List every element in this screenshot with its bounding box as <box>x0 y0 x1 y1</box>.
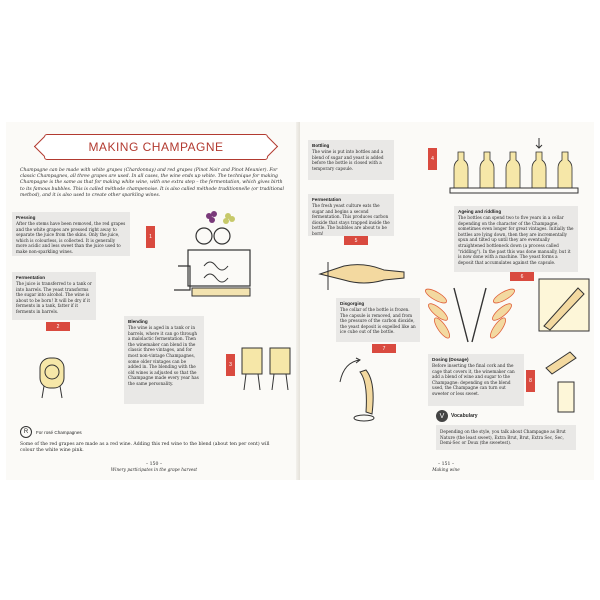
step-disgorging-tag: 7 <box>372 344 396 353</box>
step-fermentation-2-tag: 5 <box>344 236 368 245</box>
riddling-rack-illustration <box>418 282 522 346</box>
step-blending-title: Blending <box>128 319 148 324</box>
page-title: MAKING CHAMPAGNE <box>88 140 224 154</box>
vocabulary-label: Vocabulary <box>451 413 478 419</box>
step-bottling-tag: 4 <box>428 148 437 170</box>
page-number-right: – 151 – <box>437 462 455 467</box>
deposit-detail-illustration <box>538 278 590 332</box>
step-disgorging <box>336 298 420 342</box>
step-pressing-title: Pressing <box>16 215 36 220</box>
step-fermentation-2 <box>308 194 394 236</box>
bottling-line-illustration <box>448 136 582 196</box>
disgorging-illustration <box>330 352 400 428</box>
step-ageing-text: The bottles can spend two to five years in a cellar depending on the character of the Champagne, sometimes even longer for great vintages. Initially the bottles are lying down, then they are incrementally spun and tilted up until they are eventually straightened bottleneck down (a process called "riddling"). In the past this was done manually, but it is now done with a machine. The yeast forms a deposit that accumulates against the capsule. <box>458 215 574 265</box>
press-illustration <box>164 206 264 306</box>
vocabulary-header <box>436 410 576 422</box>
step-ageing-title: Ageing and riddling <box>458 209 502 214</box>
footer-caption-right: Making wine <box>432 467 460 473</box>
step-fermentation-2-title: Fermentation <box>312 197 342 202</box>
step-dosing <box>428 354 524 406</box>
step-dosing-title: Dosing (Dosage) <box>432 357 469 362</box>
step-pressing <box>12 212 130 256</box>
vocabulary-box <box>436 410 576 484</box>
right-page <box>300 122 594 480</box>
rose-icon: R <box>20 426 32 438</box>
step-disgorging-text: The collar of the bottle is frozen. The capsule is removed, and from the pressure of the carbon dioxide, the yeast deposit is expelled like an ice cube out of the bottle. <box>340 307 416 335</box>
footer-caption-left: Winery participates in the grape harvest <box>110 467 198 473</box>
rose-text: Some of the red grapes are made as a red wine. Adding this red wine to the blend (about ten per cent) will colour the white wine pink. <box>20 442 270 453</box>
book-spread <box>6 122 594 480</box>
vocabulary-text: Depending on the style, you talk about Champagne as Brut Nature (the least sweet), Extra Brut, Brut, Extra Sec, Sec, Demi-Sec or Doux (the sweetest). <box>436 425 576 450</box>
title-banner <box>44 134 268 160</box>
step-disgorging-title: Disgorging <box>340 301 365 306</box>
left-page <box>6 122 300 480</box>
intro-paragraph: Champagne can be made with white grapes (Chardonnay) and red grapes (Pinot Noir and Pinot Meunier). For classic Champagnes, all three grapes are used. In all cases, the wine ends up white. The technique for making Champagne is the same as that for making white wine, with one extra step – the fermentation, which gives birth to its famous bubbles. This is called méthode champenoise. It is also called méthode traditionnelle (or traditional method), and it is also used to create other sparkling wines. <box>20 168 285 198</box>
step-bottling-title: Bottling <box>312 143 330 148</box>
step-dosing-text: Before inserting the final cork and the cage that covers it, the winemaker can add a blend of wine and sugar to the Champagne: depending on the blend used, the Champagne can turn out sweeter or less sweet. <box>432 363 515 396</box>
step-blending-text: The wine is aged in a tank or in barrels, where it can go through a malolactic fermentation. Then the winemaker can blend in the classic three vintages, and for most non-vintage Champagnes, some older vintages can be added in. The blending with the old wines is adjusted so that the Champagne made every year has the same personality. <box>128 325 199 386</box>
step-pressing-tag: 1 <box>146 226 155 248</box>
step-ageing-tag: 6 <box>510 272 534 281</box>
vocabulary-icon: V <box>436 410 448 422</box>
footer-right <box>376 462 516 473</box>
bottle-rack-illustration <box>314 252 410 292</box>
step-fermentation <box>12 272 96 320</box>
step-bottling <box>308 140 394 180</box>
step-blending-tag: 3 <box>226 354 235 376</box>
rose-label: For rosé Champagnes <box>36 429 82 435</box>
footer-left <box>84 462 224 473</box>
step-ageing <box>454 206 578 272</box>
blending-tanks-illustration <box>238 342 294 402</box>
barrel-illustration <box>32 352 72 402</box>
step-fermentation-text: The juice is transferred to a tank or into barrels. The yeast transforms the sugar into alcohol. The wine is about to be born! It will be dry if it ferments in a tank, fatter if it ferments in barrels. <box>16 281 92 314</box>
step-blending <box>124 316 204 404</box>
step-dosing-tag: 8 <box>526 370 535 392</box>
page-number-left: – 150 – <box>145 462 163 467</box>
step-fermentation-tag: 2 <box>46 322 70 331</box>
rose-note <box>20 426 82 438</box>
step-fermentation-2-text: The fresh yeast culture eats the sugar and begins a second fermentation. This produces carbon dioxide that stays trapped inside the bottle. The bubbles are about to be born! <box>312 203 390 236</box>
step-pressing-text: After the stems have been removed, the red grapes and the white grapes are pressed right away to separate the juice from the skins. Only the juice, which is colourless, is collected. It is generally more acidic and less sweet than the juice used to make non-sparkling wines. <box>16 221 126 254</box>
step-fermentation-title: Fermentation <box>16 275 46 280</box>
step-bottling-text: The wine is put into bottles and a blend of sugar and yeast is added before the bottle is closed with a temporary capsule. <box>312 149 384 171</box>
